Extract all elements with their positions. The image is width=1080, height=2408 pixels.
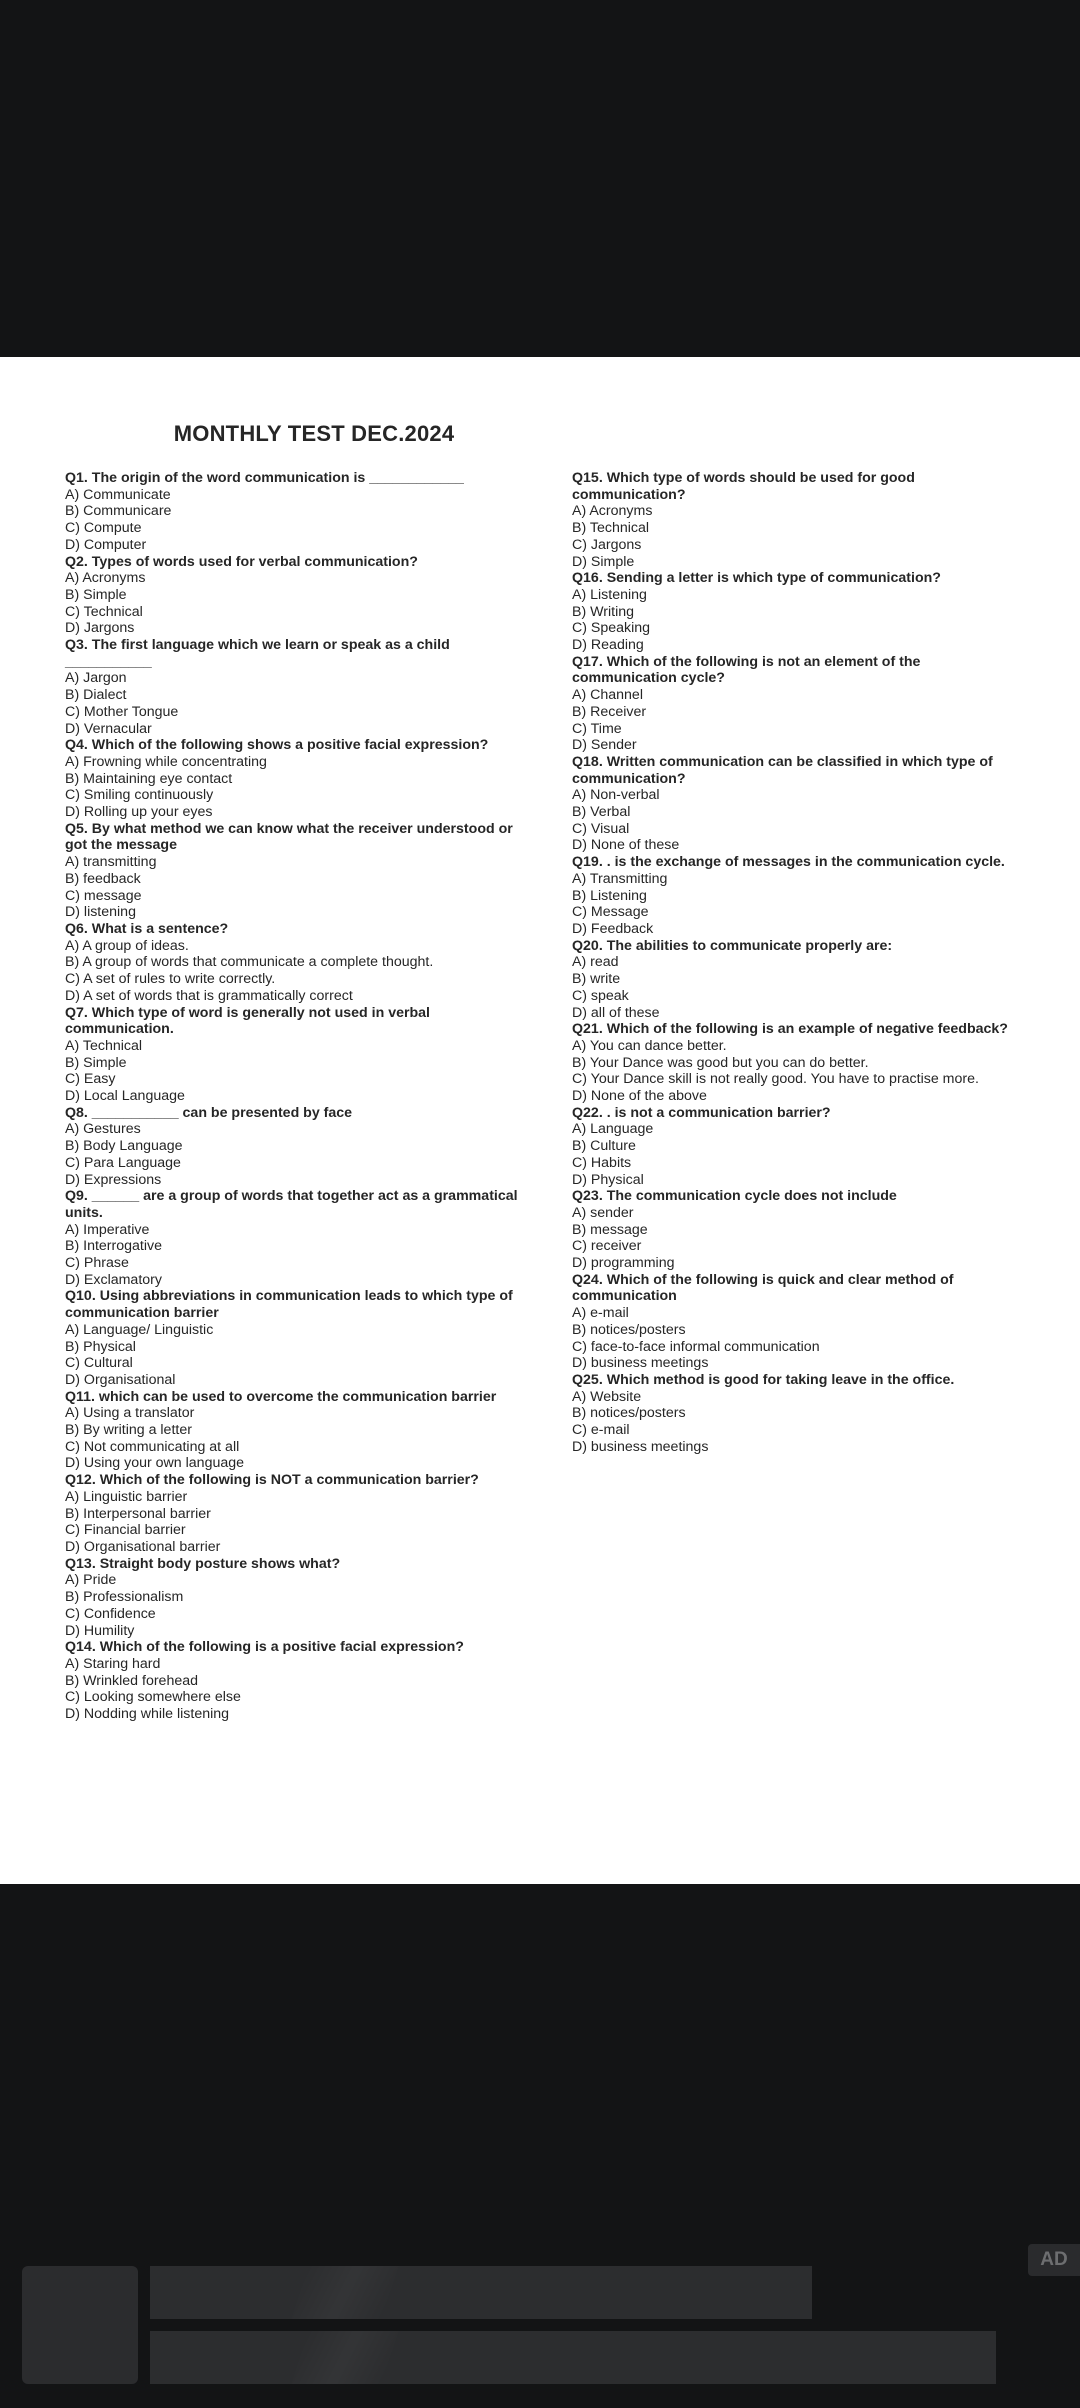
question-text: Q13. Straight body posture shows what? [65, 1555, 341, 1572]
question-text: Q15. Which type of words should be used for good communication? [572, 470, 915, 503]
right-question-column [572, 470, 1012, 1455]
question-block [65, 737, 520, 821]
question-text: Q1. The origin of the word communication is ____________ [65, 470, 464, 486]
answer-option: A) A group of ideas. [65, 937, 189, 954]
answer-option: B) A group of words that communicate a complete thought. [65, 954, 434, 971]
question-text: Q2. Types of words used for verbal communication? [65, 553, 418, 570]
answer-option: A) Staring hard [65, 1655, 161, 1672]
ad-area [0, 1884, 1080, 2408]
answer-option: B) notices/posters [572, 1321, 686, 1338]
question-text: Q24. Which of the following is quick and clear method of communication [572, 1271, 954, 1305]
answer-option: A) Pride [65, 1572, 117, 1589]
answer-option: A) Website [572, 1388, 642, 1405]
answer-option: D) Exclamatory [65, 1271, 162, 1288]
question-block [572, 1105, 1012, 1189]
answer-option: C) Looking somewhere else [65, 1689, 241, 1706]
question-text: Q16. Sending a letter is which type of communication? [572, 570, 941, 587]
question-text: Q10. Using abbreviations in communication leads to which type of communication barrier [65, 1288, 513, 1322]
answer-option: C) Technical [65, 603, 143, 620]
answer-option: A) Language [572, 1121, 654, 1138]
answer-option: C) Confidence [65, 1605, 156, 1622]
question-block [572, 1021, 1012, 1105]
answer-option: D) Using your own language [65, 1455, 245, 1472]
answer-option: A) sender [572, 1204, 634, 1221]
answer-option: D) Simple [572, 553, 635, 570]
answer-option: B) write [572, 971, 621, 988]
answer-option: C) Not communicating at all [65, 1438, 240, 1455]
answer-option: C) Habits [572, 1154, 632, 1171]
question-text: Q12. Which of the following is NOT a communication barrier? [65, 1472, 479, 1489]
answer-option: D) Organisational barrier [65, 1539, 221, 1555]
answer-option: B) Culture [572, 1138, 636, 1155]
question-text: Q25. Which method is good for taking leave in the office. [572, 1371, 955, 1388]
answer-option: A) Non-verbal [572, 787, 660, 804]
question-block [65, 1005, 520, 1105]
answer-option: A) Language/ Linguistic [65, 1321, 214, 1338]
question-text: Q9. ______ are a group of words that together act as a grammatical units. [65, 1188, 518, 1221]
answer-option: C) Easy [65, 1071, 116, 1088]
answer-option: A) Acronyms [572, 503, 653, 520]
answer-option: C) Jargons [572, 536, 642, 553]
question-block [65, 1188, 520, 1288]
answer-option: B) Physical [65, 1338, 136, 1355]
answer-option: A) Listening [572, 586, 647, 603]
answer-option: C) Financial barrier [65, 1522, 186, 1539]
question-text: Q5. By what method we can know what the receiver understood or got the message [65, 820, 513, 854]
answer-option: B) Verbal [572, 804, 631, 821]
ad-description-placeholder[interactable] [150, 2331, 996, 2384]
question-block [572, 570, 1012, 654]
question-block [572, 754, 1012, 854]
answer-option: C) Para Language [65, 1154, 181, 1171]
answer-option: B) By writing a letter [65, 1422, 192, 1439]
answer-option: C) Mother Tongue [65, 703, 179, 720]
answer-option: C) Visual [572, 820, 630, 837]
document-title: MONTHLY TEST DEC.2024 [173, 421, 455, 446]
answer-option: B) Interrogative [65, 1238, 162, 1255]
question-block [572, 1272, 1012, 1372]
answer-option: A) Linguistic barrier [65, 1488, 188, 1505]
answer-option: B) Dialect [65, 687, 127, 704]
answer-option: D) Expressions [65, 1171, 162, 1188]
left-question-column [65, 470, 520, 1723]
answer-option: D) Local Language [65, 1088, 185, 1105]
question-text: Q18. Written communication can be classified in which type of communication? [572, 753, 993, 787]
question-block [65, 637, 520, 737]
question-text: Q22. . is not a communication barrier? [572, 1104, 831, 1121]
answer-option: D) None of these [572, 837, 680, 854]
question-block [572, 854, 1012, 938]
answer-option: A) Imperative [65, 1221, 150, 1238]
question-text: Q14. Which of the following is a positive facial expression? [65, 1639, 464, 1656]
question-block [572, 470, 1012, 570]
answer-option: C) Compute [65, 520, 142, 537]
question-text: Q20. The abilities to communicate properly are: [572, 937, 893, 954]
question-block [572, 1372, 1012, 1456]
question-block [65, 554, 520, 638]
answer-option: D) programming [572, 1255, 675, 1272]
answer-option: C) Cultural [65, 1355, 133, 1372]
answer-option: C) message [65, 887, 142, 904]
answer-option: D) Rolling up your eyes [65, 804, 213, 821]
answer-option: C) Time [572, 720, 622, 737]
answer-option: B) Maintaining eye contact [65, 770, 233, 787]
answer-option: D) all of these [572, 1004, 660, 1021]
answer-option: C) Phrase [65, 1255, 129, 1272]
question-text: Q17. Which of the following is not an element of the communication cycle? [572, 653, 921, 687]
answer-option: B) Communicare [65, 503, 172, 520]
answer-option: C) Message [572, 904, 649, 921]
question-block [65, 1288, 520, 1388]
question-block [572, 938, 1012, 1022]
answer-option: D) Computer [65, 536, 147, 553]
question-text: Q11. which can be used to overcome the communication barrier [65, 1388, 497, 1405]
answer-option: B) Simple [65, 586, 127, 603]
document-page[interactable] [0, 357, 1080, 1884]
answer-option: D) A set of words that is grammatically correct [65, 987, 353, 1004]
answer-option: D) Humility [65, 1622, 135, 1639]
question-text: Q3. The first language which we learn or speak as a child ___________ [65, 637, 450, 670]
answer-option: D) Reading [572, 637, 644, 654]
answer-option: B) Writing [572, 603, 635, 620]
answer-option: B) notices/posters [572, 1405, 686, 1422]
answer-option: A) Gestures [65, 1121, 141, 1138]
question-text: Q7. Which type of word is generally not used in verbal communication. [65, 1004, 431, 1038]
question-text: Q23. The communication cycle does not include [572, 1188, 897, 1205]
answer-option: C) A set of rules to write correctly. [65, 971, 276, 988]
answer-option: D) Physical [572, 1171, 644, 1188]
answer-option: A) Technical [65, 1037, 143, 1054]
answer-option: D) None of the above [572, 1088, 707, 1105]
question-block [65, 1105, 520, 1189]
answer-option: A) Using a translator [65, 1405, 195, 1422]
question-text: Q8. ___________ can be presented by face [65, 1104, 353, 1121]
question-block [65, 1556, 520, 1640]
answer-option: B) message [572, 1221, 648, 1238]
answer-option: B) Body Language [65, 1138, 183, 1155]
question-block [572, 654, 1012, 754]
question-block [65, 1639, 520, 1723]
answer-option: D) Vernacular [65, 720, 152, 737]
answer-option: C) Your Dance skill is not really good. You have to practise more. [572, 1071, 979, 1088]
answer-option: A) You can dance better. [572, 1037, 727, 1054]
answer-option: B) Technical [572, 520, 650, 537]
answer-option: A) read [572, 954, 619, 971]
answer-option: D) Sender [572, 737, 637, 754]
question-block [65, 470, 520, 554]
answer-option: D) business meetings [572, 1438, 709, 1455]
answer-option: C) Speaking [572, 620, 651, 637]
answer-option: D) Organisational [65, 1371, 176, 1388]
answer-option: B) Wrinkled forehead [65, 1672, 199, 1689]
ad-thumbnail-placeholder[interactable] [22, 2266, 138, 2384]
answer-option: A) e-mail [572, 1305, 629, 1322]
question-block [65, 1472, 520, 1556]
answer-option: A) Channel [572, 687, 643, 704]
question-text: Q19. . is the exchange of messages in the communication cycle. [572, 854, 1005, 871]
answer-option: A) Transmitting [572, 870, 668, 887]
answer-option: A) Frowning while concentrating [65, 753, 267, 770]
answer-option: D) Feedback [572, 920, 654, 937]
answer-option: A) Communicate [65, 486, 171, 503]
answer-option: D) business meetings [572, 1355, 709, 1372]
question-text: Q21. Which of the following is an example of negative feedback? [572, 1021, 1008, 1038]
answer-option: B) Your Dance was good but you can do better. [572, 1054, 869, 1071]
answer-option: A) Jargon [65, 670, 127, 687]
question-text: Q6. What is a sentence? [65, 920, 229, 937]
ad-badge[interactable]: AD [1028, 2244, 1080, 2276]
answer-option: B) Professionalism [65, 1589, 184, 1606]
question-block [65, 921, 520, 1005]
question-text: Q4. Which of the following shows a positive facial expression? [65, 737, 489, 754]
answer-option: C) receiver [572, 1238, 642, 1255]
answer-option: B) Interpersonal barrier [65, 1505, 211, 1522]
answer-option: C) Smiling continuously [65, 787, 214, 804]
question-block [572, 1188, 1012, 1272]
answer-option: B) Simple [65, 1054, 127, 1071]
top-dark-area [0, 0, 1080, 357]
answer-option: B) feedback [65, 870, 141, 887]
answer-option: D) Nodding while listening [65, 1706, 230, 1723]
answer-option: D) listening [65, 904, 136, 921]
answer-option: C) speak [572, 987, 629, 1004]
answer-option: C) face-to-face informal communication [572, 1338, 820, 1355]
question-block [65, 1389, 520, 1473]
ad-title-placeholder[interactable] [150, 2266, 812, 2319]
answer-option: A) transmitting [65, 854, 157, 871]
answer-option: B) Listening [572, 887, 647, 904]
answer-option: B) Receiver [572, 703, 647, 720]
answer-option: A) Acronyms [65, 570, 146, 587]
answer-option: D) Jargons [65, 620, 135, 637]
question-block [65, 821, 520, 921]
answer-option: C) e-mail [572, 1422, 630, 1439]
